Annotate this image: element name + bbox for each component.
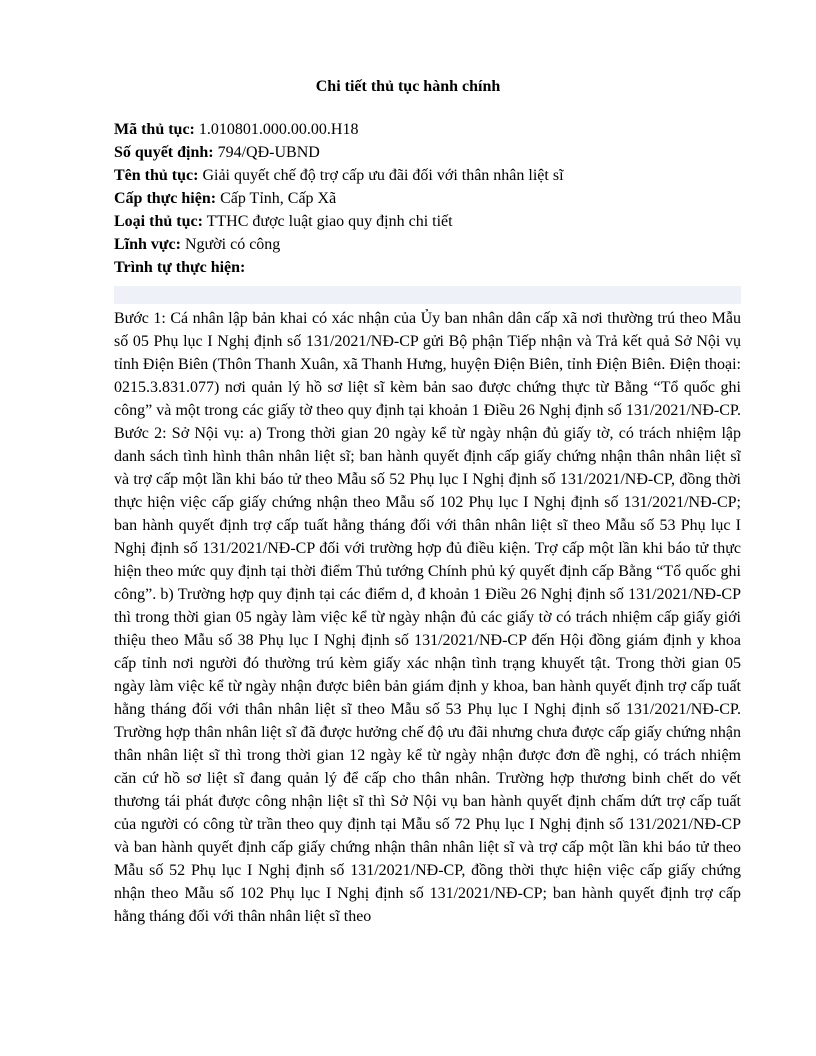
- field-label: Trình tự thực hiện:: [114, 259, 246, 276]
- field-value: 794/QĐ-UBND: [213, 144, 320, 161]
- field-label: Loại thủ tục:: [114, 213, 203, 230]
- page-title: Chi tiết thủ tục hành chính: [315, 78, 501, 95]
- field-label: Cấp thực hiện:: [114, 190, 217, 207]
- section-divider: [114, 286, 741, 304]
- field-label: Mã thủ tục:: [114, 121, 195, 138]
- field-value: Cấp Tỉnh, Cấp Xã: [216, 190, 337, 207]
- field-value: TTHC được luật giao quy định chi tiết: [202, 213, 453, 230]
- field-value: 1.010801.000.00.00.H18: [194, 121, 359, 138]
- field-value: Người có công: [180, 236, 281, 253]
- field-label: Tên thủ tục:: [114, 167, 199, 184]
- field-value: Giải quyết chế độ trợ cấp ưu đãi đối với thân nhân liệt sĩ: [198, 167, 564, 184]
- field-implementation-level: [114, 187, 741, 210]
- field-label: Số quyết định:: [114, 144, 214, 161]
- field-label: Lĩnh vực:: [114, 236, 181, 253]
- field-procedure-name: [114, 164, 741, 187]
- field-decision-number: [114, 141, 741, 164]
- field-procedure-type: [114, 210, 741, 233]
- procedure-metadata: [114, 118, 741, 279]
- field-procedure-code: [114, 118, 741, 141]
- procedure-steps-text: Bước 1: Cá nhân lập bản khai có xác nhận của Ủy ban nhân dân cấp xã nơi thường trú theo Mẫu số 05 Phụ lục I Nghị định số 131/2021/NĐ-CP gửi Bộ phận Tiếp nhận và Trả kết quả Sở Nội vụ tỉnh Điện Biên (Thôn Thanh Xuân, xã Thanh Hưng, huyện Điện Biên, tỉnh Điện Biên. Điện thoại: 0215.3.831.077) nơi quản lý hồ sơ liệt sĩ kèm bản sao được chứng thực từ Bằng “Tổ quốc ghi công” và một trong các giấy tờ theo quy định tại khoản 1 Điều 26 Nghị định số 131/2021/NĐ-CP. Bước 2: Sở Nội vụ: a) Trong thời gian 20 ngày kể từ ngày nhận đủ giấy tờ, có trách nhiệm lập danh sách tình hình thân nhân liệt sĩ; ban hành quyết định cấp giấy chứng nhận thân nhân liệt sĩ và trợ cấp một lần khi báo tử theo Mẫu số 52 Phụ lục I Nghị định số 131/2021/NĐ-CP, đồng thời thực hiện việc cấp giấy chứng nhận theo Mẫu số 102 Phụ lục I Nghị định số 131/2021/NĐ-CP; ban hành quyết định trợ cấp tuất hằng tháng đối với thân nhân liệt sĩ theo Mẫu số 53 Phụ lục I Nghị định số 131/2021/NĐ-CP đối với trường hợp đủ điều kiện. Trợ cấp một lần khi báo tử thực hiện theo mức quy định tại thời điểm Thủ tướng Chính phủ ký quyết định cấp Bằng “Tổ quốc ghi công”. b) Trường hợp quy định tại các điểm d, đ khoản 1 Điều 26 Nghị định số 131/2021/NĐ-CP thì trong thời gian 05 ngày làm việc kể từ ngày nhận đủ các giấy tờ có trách nhiệm cấp giấy giới thiệu theo Mẫu số 38 Phụ lục I Nghị định số 131/2021/NĐ-CP đến Hội đồng giám định y khoa cấp tỉnh nơi người đó thường trú kèm giấy xác nhận tình trạng khuyết tật. Trong thời gian 05 ngày làm việc kể từ ngày nhận được biên bản giám định y khoa, ban hành quyết định trợ cấp tuất hằng tháng đối với thân nhân liệt sĩ theo Mẫu số 53 Phụ lục I Nghị định số 131/2021/NĐ-CP. Trường hợp thân nhân liệt sĩ đã được hưởng chế độ ưu đãi nhưng chưa được cấp giấy chứng nhận thân nhân liệt sĩ thì trong thời gian 12 ngày kể từ ngày nhận được đơn đề nghị, có trách nhiệm căn cứ hồ sơ liệt sĩ đang quản lý để cấp cho thân nhân. Trường hợp thương binh chết do vết thương tái phát được công nhận liệt sĩ thì Sở Nội vụ ban hành quyết định chấm dứt trợ cấp tuất của người có công từ trần theo quy định tại Mẫu số 72 Phụ lục I Nghị định số 131/2021/NĐ-CP và ban hành quyết định cấp giấy chứng nhận thân nhân liệt sĩ và trợ cấp một lần khi báo tử theo Mẫu số 52 Phụ lục I Nghị định số 131/2021/NĐ-CP, đồng thời thực hiện việc cấp giấy chứng nhận theo Mẫu số 102 Phụ lục I Nghị định số 131/2021/NĐ-CP; ban hành quyết định trợ cấp hằng tháng đối với thân nhân liệt sĩ theo: [114, 310, 741, 925]
- field-domain: [114, 233, 741, 256]
- field-procedure-steps: [114, 256, 741, 279]
